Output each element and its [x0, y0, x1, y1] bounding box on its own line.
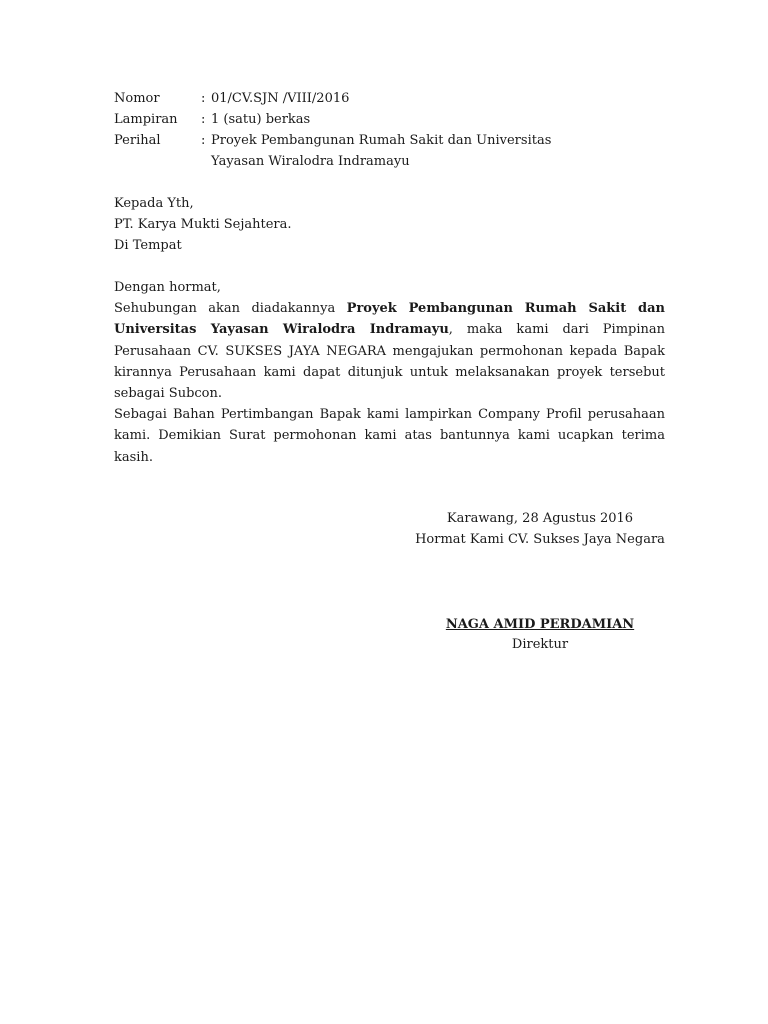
- body-paragraph-1: [114, 298, 665, 404]
- lampiran-value: 1 (satu) berkas: [211, 112, 311, 127]
- signer-title: Direktur: [511, 637, 569, 652]
- body-paragraph-2: Sebagai Bahan Pertimbangan Bapak kami lampirkan Company Profil perusahaan kami. Demikian Surat permohonan kami atas bantunnya kami ucapkan terima kasih.: [114, 407, 665, 465]
- perihal-label: Perihal: [114, 133, 161, 148]
- lampiran-label: Lampiran: [114, 112, 178, 127]
- nomor-colon: :: [201, 91, 206, 106]
- perihal-value-line1: Proyek Pembangunan Rumah Sakit dan Universitas: [211, 133, 552, 148]
- para1-project-name: Proyek Pembangunan Rumah Sakit dan Universitas Yayasan Wiralodra Indramayu: [114, 301, 665, 338]
- greeting: Dengan hormat,: [114, 280, 221, 295]
- perihal-row: [114, 131, 551, 151]
- place-date: Karawang, 28 Agustus 2016: [446, 511, 634, 526]
- para1-prefix: Sehubungan akan diadakannya: [114, 301, 347, 316]
- signer-name: NAGA AMID PERDAMIAN: [445, 617, 635, 632]
- recipient-salutation: Kepada Yth,: [114, 196, 194, 211]
- closing-regards: Hormat Kami CV. Sukses Jaya Negara: [415, 532, 665, 547]
- para1-suffix: , maka kami dari Pimpinan Perusahaan CV. SUKSES JAYA NEGARA mengajukan permohonan kepada Bapak kirannya Perusahaan kami dapat ditunjuk untuk melaksanakan proyek tersebut sebagai Subcon.: [114, 322, 665, 402]
- nomor-row: [114, 89, 349, 109]
- nomor-value: 01/CV.SJN /VIII/2016: [211, 91, 350, 106]
- perihal-colon: :: [201, 133, 206, 148]
- perihal-value-line2: Yayasan Wiralodra Indramayu: [211, 154, 410, 169]
- nomor-label: Nomor: [114, 91, 160, 106]
- recipient-place: Di Tempat: [114, 238, 182, 253]
- recipient-company: PT. Karya Mukti Sejahtera.: [114, 217, 292, 232]
- lampiran-colon: :: [201, 112, 206, 127]
- perihal-row-continued: [211, 152, 410, 172]
- lampiran-row: [114, 110, 310, 130]
